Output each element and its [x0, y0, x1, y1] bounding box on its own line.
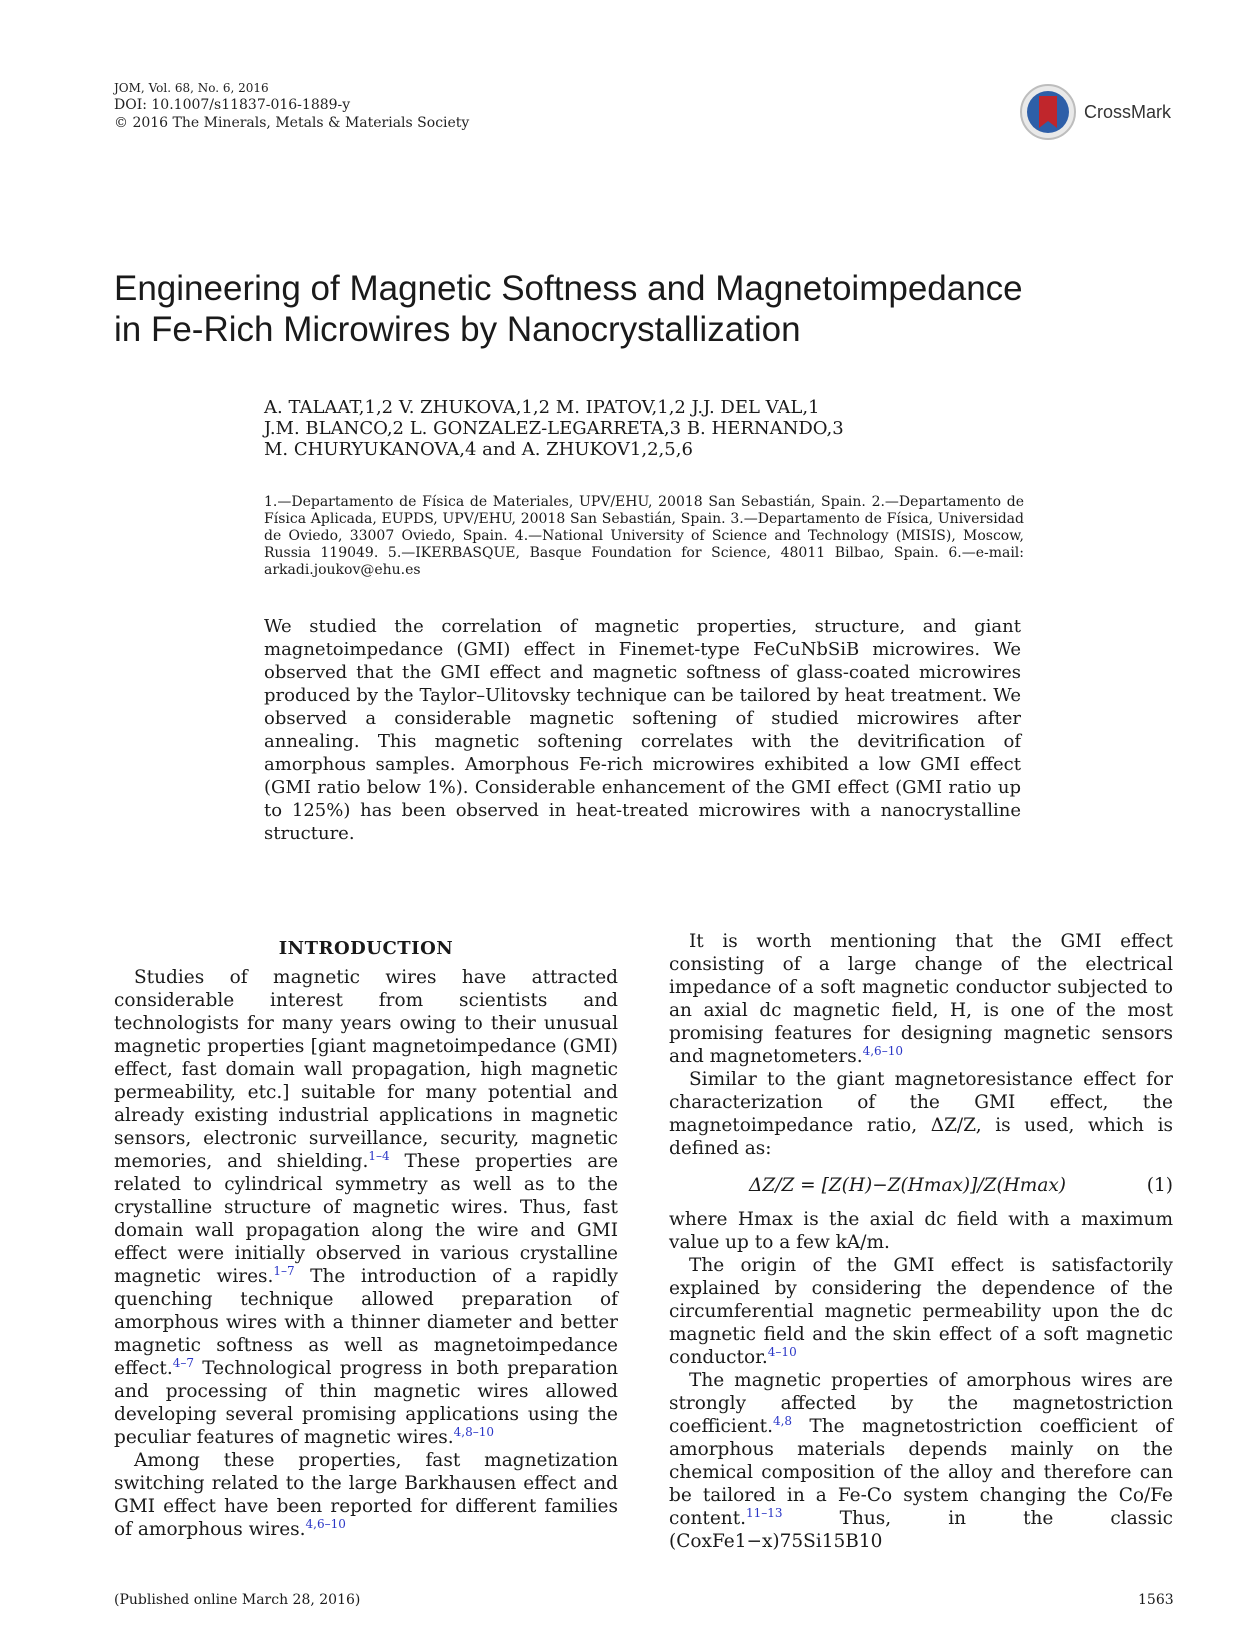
right-column [669, 930, 1173, 1553]
crossmark-badge[interactable] [1018, 82, 1178, 144]
citation-link[interactable]: 4–7 [172, 1355, 194, 1370]
right-paragraph-3: where Hmax is the axial dc field with a maximum value up to a few kA/m. [669, 1209, 1173, 1253]
intro-text-1b: These properties are related to cylindrical symmetry as well as to the crystalline structure of magnetic wires. Thus, fast domain wall propagation along the wire and GMI effect were initially observed in various crystalline magnetic wires. [114, 1151, 619, 1287]
equation-number: (1) [1146, 1175, 1173, 1196]
left-column [114, 940, 618, 1541]
copyright: © 2016 The Minerals, Metals & Materials Society [114, 115, 470, 131]
journal-citation: JOM, Vol. 68, No. 6, 2016 [114, 81, 269, 95]
right-paragraph-4 [669, 1254, 1173, 1369]
section-heading-introduction: INTRODUCTION [278, 938, 454, 959]
author-line-1: A. TALAAT,1,2 V. ZHUKOVA,1,2 M. IPATOV,1,2 J.J. DEL VAL,1 [264, 397, 820, 418]
citation-link[interactable]: 4,8 [772, 1413, 793, 1428]
citation-link[interactable]: 1–7 [273, 1263, 295, 1278]
abstract: We studied the correlation of magnetic properties, structure, and giant magnetoimpedance (GMI) effect in Finemet-type FeCuNbSiB microwires. We observed that the GMI effect and magnetic softness of glass-coated microwires produced by the Taylor–Ulitovsky technique can be tailored by heat treatment. We observed a considerable magnetic softening of studied microwires after annealing. This magnetic softening correlates with the devitrification of amorphous samples. Amorphous Fe-rich microwires exhibited a low GMI effect (GMI ratio below 1%). Considerable enhancement of the GMI effect (GMI ratio up to 125%) has been observed in heat-treated microwires with a nanocrystalline structure. [264, 616, 1021, 844]
article-metadata [114, 80, 469, 132]
author-list [264, 397, 844, 460]
right-text-5c: Thus, in the classic (CoxFe1−x)75Si15B10 [669, 1508, 1173, 1552]
citation-link[interactable]: 4–10 [767, 1344, 797, 1359]
crossmark-icon [1018, 82, 1078, 142]
title-line-2: in Fe-Rich Microwires by Nanocrystallization [114, 310, 801, 349]
intro-paragraph-2 [114, 1449, 618, 1541]
doi[interactable]: DOI: 10.1007/s11837-016-1889-y [114, 97, 351, 113]
right-paragraph-1 [669, 930, 1173, 1068]
title-line-1: Engineering of Magnetic Softness and Magnetoimpedance [114, 269, 1023, 308]
intro-text-1d: Technological progress in both preparation and processing of thin magnetic wires allowed developing several promising applications using the peculiar features of magnetic wires. [114, 1358, 618, 1448]
publication-date: (Published online March 28, 2016) [114, 1592, 361, 1608]
affiliations: 1.—Departamento de Física de Materiales, UPV/EHU, 20018 San Sebastián, Spain. 2.—Departamento de Física Aplicada, EUPDS, UPV/EHU, 20018 San Sebastián, Spain. 3.—Departamento de Física, Universidad de Oviedo, 33007 Oviedo, Spain. 4.—National University of Science and Technology (MISIS), Moscow, Russia 119049. 5.—IKERBASQUE, Basque Foundation for Science, 48011 Bilbao, Spain. 6.—e-mail: arkadi.joukov@ehu.es [264, 494, 1024, 578]
citation-link[interactable]: 1–4 [368, 1148, 390, 1163]
author-line-2: J.M. BLANCO,2 L. GONZALEZ-LEGARRETA,3 B. HERNANDO,3 [264, 418, 844, 439]
article-title [114, 268, 1164, 350]
citation-link[interactable]: 4,6–10 [862, 1043, 903, 1058]
right-text-5b: The magnetostriction coefficient of amorphous materials depends mainly on the chemical composition of the alloy and therefore can be tailored in a Fe-Co system changing the Co/Fe content. [669, 1416, 1173, 1529]
citation-link[interactable]: 4,8–10 [453, 1424, 495, 1439]
right-text-5a: The magnetic properties of amorphous wires are strongly affected by the magnetostriction coefficient. [669, 1370, 1173, 1437]
author-line-3: M. CHURYUKANOVA,4 and A. ZHUKOV1,2,5,6 [264, 439, 693, 460]
intro-text-1a: Studies of magnetic wires have attracted considerable interest from scientists and technologists for many years owing to their unusual magnetic properties [giant magnetoimpedance (GMI) effect, fast domain wall propagation, high magnetic permeability, etc.] suitable for many potential and already existing industrial applications in magnetic sensors, electronic surveillance, security, magnetic memories, and shielding. [114, 967, 618, 1172]
citation-link[interactable]: 4,6–10 [305, 1516, 346, 1531]
right-text-1: It is worth mentioning that the GMI effect consisting of a large change of the electrical impedance of a soft magnetic conductor subjected to an axial dc magnetic field, H, is one of the most promising features for designing magnetic sensors and magnetometers. [669, 931, 1173, 1067]
citation-link[interactable]: 11–13 [746, 1505, 783, 1520]
crossmark-label: CrossMark [1084, 102, 1172, 122]
intro-paragraph-1 [114, 966, 618, 1449]
right-paragraph-2: Similar to the giant magnetoresistance effect for characterization of the GMI effect, the magnetoimpedance ratio, ΔZ/Z, is used, which is defined as: [669, 1069, 1173, 1159]
intro-text-1c: The introduction of a rapidly quenching technique allowed preparation of amorphous wires with a thinner diameter and better magnetic softness as well as magnetoimpedance effect. [114, 1266, 618, 1379]
right-text-4: The origin of the GMI effect is satisfactorily explained by considering the dependence of the circumferential magnetic permeability upon the dc magnetic field and the skin effect of a soft magnetic conductor. [669, 1255, 1173, 1368]
equation-1 [669, 1168, 1173, 1204]
right-paragraph-5 [669, 1369, 1173, 1553]
page-number: 1563 [1138, 1592, 1174, 1608]
equation-expression: ΔZ/Z = [Z(H)−Z(Hmax)]/Z(Hmax) [749, 1175, 1067, 1196]
intro-text-2: Among these properties, fast magnetization switching related to the large Barkhausen effect and GMI effect have been reported for different families of amorphous wires. [114, 1450, 618, 1540]
